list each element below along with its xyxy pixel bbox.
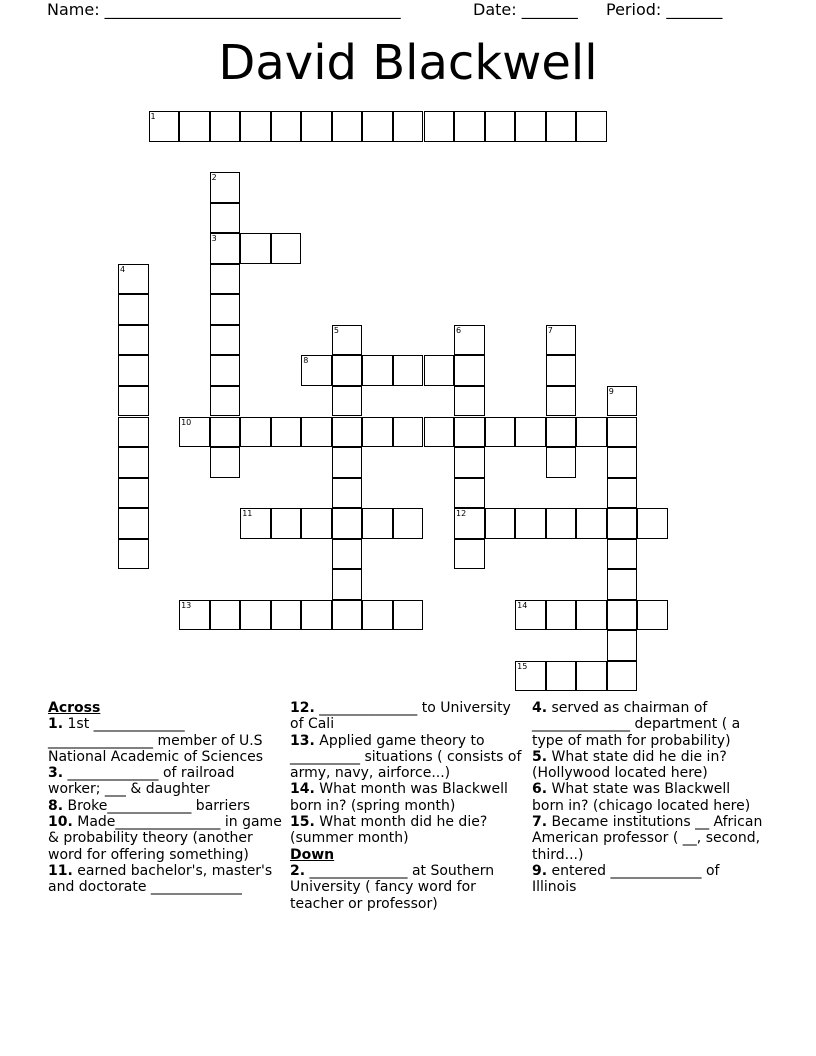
grid-cell[interactable] bbox=[210, 600, 241, 631]
grid-cell[interactable] bbox=[118, 508, 149, 539]
grid-cell[interactable] bbox=[362, 417, 393, 448]
clue-item-text: What state did he die in? (Hollywood located here) bbox=[532, 748, 727, 782]
clue-item-text: Applied game theory to __________ situations ( consists of army, navy, airforce...) bbox=[290, 732, 522, 782]
grid-cell[interactable] bbox=[515, 600, 546, 631]
grid-cell[interactable] bbox=[607, 539, 638, 570]
grid-cell[interactable] bbox=[332, 417, 363, 448]
grid-cell[interactable] bbox=[576, 661, 607, 692]
clue-item bbox=[532, 700, 766, 749]
clue-item-number: 14. bbox=[290, 781, 315, 798]
grid-cell[interactable] bbox=[454, 478, 485, 509]
grid-cell[interactable] bbox=[332, 600, 363, 631]
clue-number-label: 9 bbox=[608, 386, 614, 396]
grid-cell[interactable] bbox=[454, 539, 485, 570]
clue-item bbox=[48, 863, 284, 896]
grid-cell[interactable] bbox=[637, 600, 668, 631]
clue-item bbox=[48, 716, 284, 765]
clues-column-1 bbox=[48, 700, 284, 896]
grid-cell[interactable] bbox=[454, 386, 485, 417]
grid-cell[interactable] bbox=[301, 508, 332, 539]
grid-cell[interactable] bbox=[118, 264, 149, 295]
grid-cell[interactable] bbox=[485, 508, 516, 539]
grid-cell[interactable] bbox=[118, 355, 149, 386]
clue-item bbox=[290, 814, 522, 847]
clue-item-number: 4. bbox=[532, 700, 548, 716]
clue-item-text: What month was Blackwell born in? (spring month) bbox=[290, 781, 508, 814]
clue-number-label: 4 bbox=[120, 264, 126, 274]
clue-item-number: 1. bbox=[48, 716, 64, 733]
clue-item-text: served as chairman of ______________ department ( a type of math for probability) bbox=[532, 700, 741, 749]
grid-cell[interactable] bbox=[362, 600, 393, 631]
clue-item bbox=[532, 814, 766, 863]
grid-cell[interactable] bbox=[362, 508, 393, 539]
grid-cell[interactable] bbox=[240, 111, 271, 142]
clue-item bbox=[290, 733, 522, 782]
grid-cell[interactable] bbox=[210, 417, 241, 448]
grid-cell[interactable] bbox=[332, 325, 363, 356]
clue-item bbox=[532, 863, 766, 896]
grid-cell[interactable] bbox=[454, 111, 485, 142]
grid-cell[interactable] bbox=[485, 417, 516, 448]
grid-cell[interactable] bbox=[393, 355, 424, 386]
grid-cell[interactable] bbox=[210, 203, 241, 234]
clue-item-text: ______________ to University of Cali bbox=[290, 700, 511, 733]
clue-item-number: 3. bbox=[48, 765, 64, 782]
grid-cell[interactable] bbox=[454, 355, 485, 386]
grid-cell[interactable] bbox=[454, 508, 485, 539]
clue-item bbox=[532, 749, 766, 782]
clue-item-text: What month did he die? (summer month) bbox=[290, 814, 488, 847]
grid-cell[interactable] bbox=[271, 508, 302, 539]
grid-cell[interactable] bbox=[271, 111, 302, 142]
clue-item bbox=[290, 700, 522, 733]
clue-number-label: 5 bbox=[333, 325, 339, 335]
grid-cell[interactable] bbox=[485, 111, 516, 142]
clue-number-label: 13 bbox=[181, 600, 192, 610]
clue-item bbox=[48, 765, 284, 798]
name-field-label[interactable]: Name: _____________________________________ bbox=[47, 0, 401, 19]
clue-number-label: 15 bbox=[517, 661, 528, 671]
clue-item-number: 11. bbox=[48, 862, 73, 879]
grid-cell[interactable] bbox=[607, 569, 638, 600]
grid-cell[interactable] bbox=[607, 661, 638, 692]
grid-cell[interactable] bbox=[362, 111, 393, 142]
grid-cell[interactable] bbox=[210, 111, 241, 142]
grid-cell[interactable] bbox=[332, 111, 363, 142]
grid-cell[interactable] bbox=[210, 325, 241, 356]
clue-number-label: 3 bbox=[211, 234, 217, 244]
grid-cell[interactable] bbox=[546, 355, 577, 386]
grid-cell[interactable] bbox=[424, 111, 455, 142]
clue-item-number: 9. bbox=[532, 862, 548, 879]
grid-cell[interactable] bbox=[546, 417, 577, 448]
grid-cell[interactable] bbox=[240, 600, 271, 631]
grid-cell[interactable] bbox=[332, 355, 363, 386]
grid-cell[interactable] bbox=[546, 661, 577, 692]
clue-number-label: 6 bbox=[456, 325, 462, 335]
grid-cell[interactable] bbox=[240, 233, 271, 264]
clue-item-text: 1st _____________ _______________ member of U.S National Academic of Sciences bbox=[48, 716, 264, 765]
grid-cell[interactable] bbox=[515, 417, 546, 448]
clues-heading: Down bbox=[290, 846, 335, 863]
grid-cell[interactable] bbox=[576, 417, 607, 448]
clues-column-3 bbox=[532, 700, 766, 896]
grid-cell[interactable] bbox=[210, 294, 241, 325]
grid-cell[interactable] bbox=[118, 478, 149, 509]
grid-cell[interactable] bbox=[240, 508, 271, 539]
clue-number-label: 14 bbox=[517, 600, 528, 610]
grid-cell[interactable] bbox=[118, 447, 149, 478]
grid-cell[interactable] bbox=[271, 417, 302, 448]
clue-item-text: Made_______________ in game & probability theory (another word for offering something) bbox=[48, 814, 282, 863]
grid-cell[interactable] bbox=[332, 386, 363, 417]
grid-cell[interactable] bbox=[332, 539, 363, 570]
grid-cell[interactable] bbox=[607, 386, 638, 417]
grid-cell[interactable] bbox=[118, 417, 149, 448]
date-field-label[interactable]: Date: _______ bbox=[473, 0, 578, 19]
grid-cell[interactable] bbox=[179, 417, 210, 448]
grid-cell[interactable] bbox=[149, 111, 180, 142]
grid-cell[interactable] bbox=[546, 325, 577, 356]
clue-number-label: 12 bbox=[456, 509, 467, 519]
grid-cell[interactable] bbox=[301, 111, 332, 142]
grid-cell[interactable] bbox=[607, 447, 638, 478]
clue-item-number: 2. bbox=[290, 862, 306, 879]
grid-cell[interactable] bbox=[454, 325, 485, 356]
grid-cell[interactable] bbox=[607, 417, 638, 448]
clue-item-text: Became institutions __ African American professor ( __, second, third...) bbox=[532, 814, 763, 863]
grid-cell[interactable] bbox=[546, 447, 577, 478]
clue-number-label: 2 bbox=[211, 173, 217, 183]
clue-item-number: 15. bbox=[290, 814, 315, 831]
grid-cell[interactable] bbox=[393, 417, 424, 448]
grid-cell[interactable] bbox=[332, 569, 363, 600]
clue-item-number: 12. bbox=[290, 700, 315, 716]
grid-cell[interactable] bbox=[301, 600, 332, 631]
clue-number-label: 10 bbox=[181, 417, 192, 427]
grid-cell[interactable] bbox=[362, 355, 393, 386]
grid-cell[interactable] bbox=[210, 264, 241, 295]
clue-item-text: Broke____________ barriers bbox=[63, 797, 251, 814]
clue-item-text: _____________ of railroad worker; ___ & daughter bbox=[48, 765, 235, 798]
grid-cell[interactable] bbox=[240, 417, 271, 448]
grid-cell[interactable] bbox=[515, 661, 546, 692]
grid-cell[interactable] bbox=[546, 508, 577, 539]
clue-item bbox=[290, 781, 522, 814]
grid-cell[interactable] bbox=[118, 294, 149, 325]
grid-cell[interactable] bbox=[118, 325, 149, 356]
grid-cell[interactable] bbox=[454, 447, 485, 478]
clue-item-number: 10. bbox=[48, 814, 73, 831]
grid-cell[interactable] bbox=[210, 447, 241, 478]
grid-cell[interactable] bbox=[301, 355, 332, 386]
clue-item-text: What state was Blackwell born in? (chicago located here) bbox=[532, 781, 751, 814]
grid-cell[interactable] bbox=[210, 233, 241, 264]
grid-cell[interactable] bbox=[576, 508, 607, 539]
grid-cell[interactable] bbox=[271, 233, 302, 264]
grid-cell[interactable] bbox=[179, 600, 210, 631]
clue-number-label: 11 bbox=[242, 509, 253, 519]
clue-number-label: 1 bbox=[150, 112, 156, 121]
grid-cell[interactable] bbox=[210, 386, 241, 417]
grid-cell[interactable] bbox=[546, 111, 577, 142]
grid-cell[interactable] bbox=[424, 417, 455, 448]
clues-column-2 bbox=[290, 700, 522, 912]
clue-item-number: 5. bbox=[532, 748, 548, 765]
grid-cell[interactable] bbox=[393, 508, 424, 539]
clue-number-label: 7 bbox=[547, 325, 553, 335]
grid-cell[interactable] bbox=[393, 600, 424, 631]
clue-item-number: 7. bbox=[532, 814, 548, 831]
grid-cell[interactable] bbox=[515, 508, 546, 539]
grid-cell[interactable] bbox=[454, 417, 485, 448]
grid-cell[interactable] bbox=[271, 600, 302, 631]
grid-cell[interactable] bbox=[637, 508, 668, 539]
grid-cell[interactable] bbox=[332, 478, 363, 509]
puzzle-title: David Blackwell bbox=[218, 35, 598, 91]
grid-cell[interactable] bbox=[546, 386, 577, 417]
grid-cell[interactable] bbox=[424, 355, 455, 386]
grid-cell[interactable] bbox=[393, 111, 424, 142]
grid-cell[interactable] bbox=[332, 508, 363, 539]
clue-item bbox=[290, 863, 522, 912]
clue-item bbox=[532, 781, 766, 814]
grid-cell[interactable] bbox=[210, 355, 241, 386]
grid-cell[interactable] bbox=[210, 172, 241, 203]
grid-cell[interactable] bbox=[607, 508, 638, 539]
clue-item-number: 6. bbox=[532, 781, 548, 798]
clue-item bbox=[48, 814, 284, 863]
clue-number-label: 8 bbox=[303, 356, 309, 366]
grid-cell[interactable] bbox=[179, 111, 210, 142]
clue-item-text: ______________ at Southern University ( fancy word for teacher or professor) bbox=[290, 862, 495, 912]
clue-item-number: 8. bbox=[48, 797, 64, 814]
clue-item-number: 13. bbox=[290, 732, 315, 749]
clue-item-text: entered _____________ of Illinois bbox=[532, 862, 720, 896]
grid-cell[interactable] bbox=[332, 447, 363, 478]
grid-cell[interactable] bbox=[546, 600, 577, 631]
grid-cell[interactable] bbox=[118, 386, 149, 417]
grid-cell[interactable] bbox=[576, 111, 607, 142]
grid-cell[interactable] bbox=[607, 630, 638, 661]
grid-cell[interactable] bbox=[576, 600, 607, 631]
grid-cell[interactable] bbox=[607, 478, 638, 509]
period-field-label[interactable]: Period: _______ bbox=[606, 0, 723, 19]
clue-item bbox=[48, 798, 284, 814]
grid-cell[interactable] bbox=[607, 600, 638, 631]
clue-item-text: earned bachelor's, master's and doctorate _____________ bbox=[48, 862, 273, 896]
clues-heading: Across bbox=[48, 700, 101, 716]
grid-cell[interactable] bbox=[515, 111, 546, 142]
grid-cell[interactable] bbox=[301, 417, 332, 448]
grid-cell[interactable] bbox=[118, 539, 149, 570]
